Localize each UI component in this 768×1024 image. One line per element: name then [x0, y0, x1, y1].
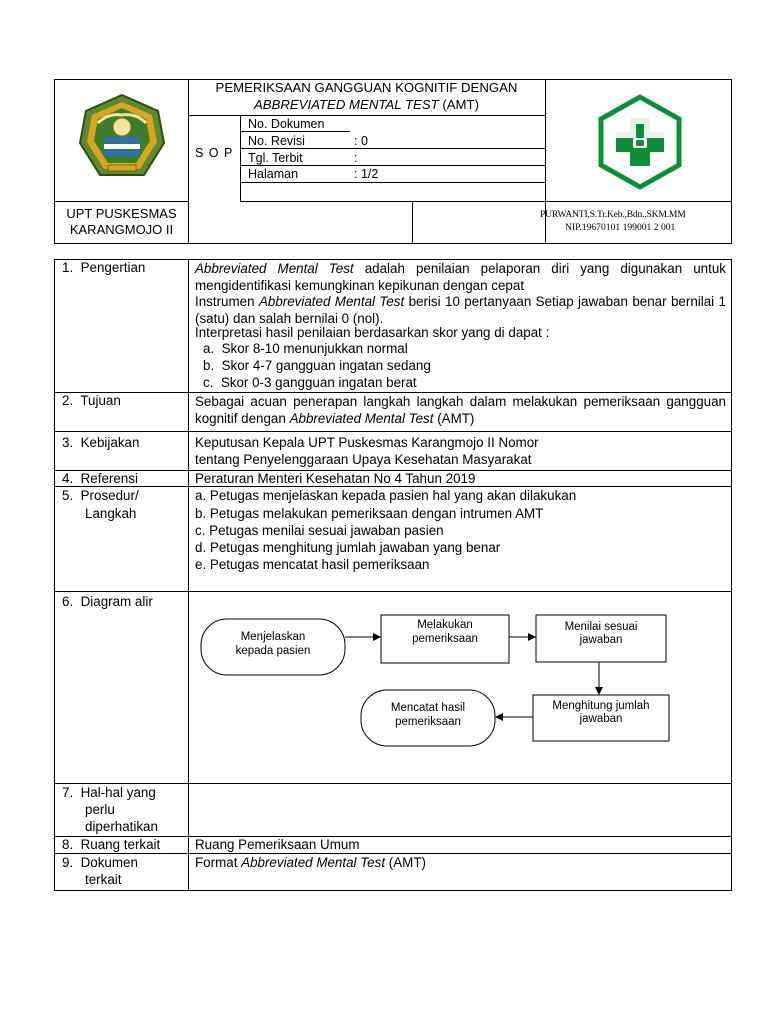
section-label-hal-hal-3: diperhatikan [85, 819, 158, 834]
title-rest: (AMT) [438, 97, 479, 112]
pengertian-term: Abbreviated Mental Test [195, 261, 354, 276]
title-italic: ABBREVIATED MENTAL TEST [254, 97, 439, 112]
institution-name-line1: UPT PUSKESMAS [66, 206, 177, 221]
prosedur-step: c. Petugas menilai sesuai jawaban pasien [195, 523, 444, 538]
doc-field-label: No. Dokumen [248, 117, 325, 131]
flow-node-4-label: Menghitung jumlah [552, 700, 650, 712]
section-label-diagram: 6. Diagram alir [62, 594, 153, 609]
section-label-hal-hal-2: perlu [85, 802, 115, 817]
flow-diagram [188, 591, 731, 784]
section-label-pengertian: 1. Pengertian [62, 260, 146, 275]
tujuan-text [195, 393, 726, 427]
section-label-hal-hal: 7. Hal-hal yang [62, 785, 156, 800]
section-label-prosedur-2: Langkah [85, 506, 137, 521]
prosedur-step: a. Petugas menjelaskan kepada pasien hal yang akan dilakukan [195, 488, 577, 503]
signatory-nip: NIP.19670101 199001 2 001 [565, 222, 676, 233]
pengertian-paragraph-3: Interpretasi hasil penilaian berdasarkan skor yang di dapat : [195, 325, 550, 340]
kebijakan-line1: Keputusan Kepala UPT Puskesmas Karangmojo II Nomor [195, 435, 539, 450]
pengertian-definition: adalah penilaian pelaporan diri yang digunakan untuk mengidentifikasi kemungkinan kepikunan dengan cepat [195, 261, 726, 293]
flow-node-3-label-2: jawaban [579, 634, 623, 646]
sop-label: S O P [195, 146, 234, 160]
doc-field-label: Halaman [248, 167, 299, 181]
prosedur-step: e. Petugas mencatat hasil pemeriksaan [195, 557, 430, 572]
doc-field-label: No. Revisi [248, 134, 305, 148]
flow-node-2-label: Melakukan [417, 619, 473, 631]
flow-node-5-label-2: pemeriksaan [395, 716, 461, 728]
pengertian-score-item: b. Skor 4-7 gangguan ingatan sedang [203, 358, 431, 373]
puskesmas-logo [592, 94, 688, 190]
flow-node-1-label: Menjelaskan [240, 631, 306, 643]
flow-node-2-label-2: pemeriksaan [412, 633, 478, 645]
doc-field-value: : 0 [354, 134, 368, 148]
flow-node-5-label: Mencatat hasil [390, 702, 466, 714]
section-label-tujuan: 2. Tujuan [62, 393, 121, 408]
referensi-text: Peraturan Menteri Kesehatan No 4 Tahun 2019 [195, 471, 476, 486]
prosedur-step: d. Petugas menghitung jumlah jawaban yang benar [195, 540, 501, 555]
dokumen-text-pre: Format [195, 855, 242, 870]
pengertian-p2-term: Abbreviated Mental Test [258, 294, 405, 309]
dokumen-term: Abbreviated Mental Test [241, 855, 386, 870]
kebijakan-line2: tentang Penyelenggaraan Upaya Kesehatan Masyarakat [195, 452, 532, 467]
pengertian-p2-rest: berisi 10 pertanyaan Setiap jawaban benar bernilai 1 (satu) dan salah bernilai 0 (nol). [195, 294, 726, 326]
flow-node-3-label: Menilai sesuai [564, 621, 638, 633]
pengertian-score-item: a. Skor 8-10 menunjukkan normal [203, 341, 408, 356]
document-title-line2 [188, 97, 545, 113]
dokumen-text-post: (AMT) [385, 855, 426, 870]
pengertian-paragraph-1 [195, 260, 726, 294]
pengertian-paragraph-2 [195, 293, 726, 327]
doc-field-label: Tgl. Terbit [248, 151, 303, 165]
pengertian-p2-pre: Instrumen [195, 294, 259, 309]
prosedur-step: b. Petugas melakukan pemeriksaan dengan intrumen AMT [195, 506, 544, 521]
institution-name-line2: KARANGMOJO II [69, 222, 174, 237]
section-label-kebijakan: 3. Kebijakan [62, 435, 140, 450]
flow-node-4-label-2: jawaban [579, 713, 623, 725]
tujuan-text-post: (AMT) [433, 411, 475, 426]
section-label-dokumen-2: terkait [85, 872, 122, 887]
dokumen-text [195, 855, 426, 871]
doc-field-value: : 1/2 [354, 167, 379, 181]
section-label-ruang: 8. Ruang terkait [62, 837, 161, 852]
tujuan-text-pre: Sebagai acuan penerapan langkah langkah dalam melakukan pemeriksaan gangguan kognitif dengan [195, 394, 726, 426]
section-label-referensi: 4. Referensi [62, 471, 138, 486]
pengertian-score-item: c. Skor 0-3 gangguan ingatan berat [203, 375, 417, 390]
signatory-name: PURWANTI,S.Tr.Keb.,Bdn.,SKM.MM [540, 209, 686, 220]
flow-node-1-label-2: kepada pasien [235, 645, 311, 657]
tujuan-term: Abbreviated Mental Test [289, 411, 434, 426]
ruang-text: Ruang Pemeriksaan Umum [195, 837, 360, 852]
document-title-line1: PEMERIKSAAN GANGGUAN KOGNITIF DENGAN [215, 80, 518, 95]
section-label-dokumen: 9. Dokumen [62, 855, 138, 870]
regency-emblem [78, 93, 166, 181]
section-label-prosedur: 5. Prosedur/ [62, 488, 139, 503]
doc-field-value: : [354, 151, 358, 165]
